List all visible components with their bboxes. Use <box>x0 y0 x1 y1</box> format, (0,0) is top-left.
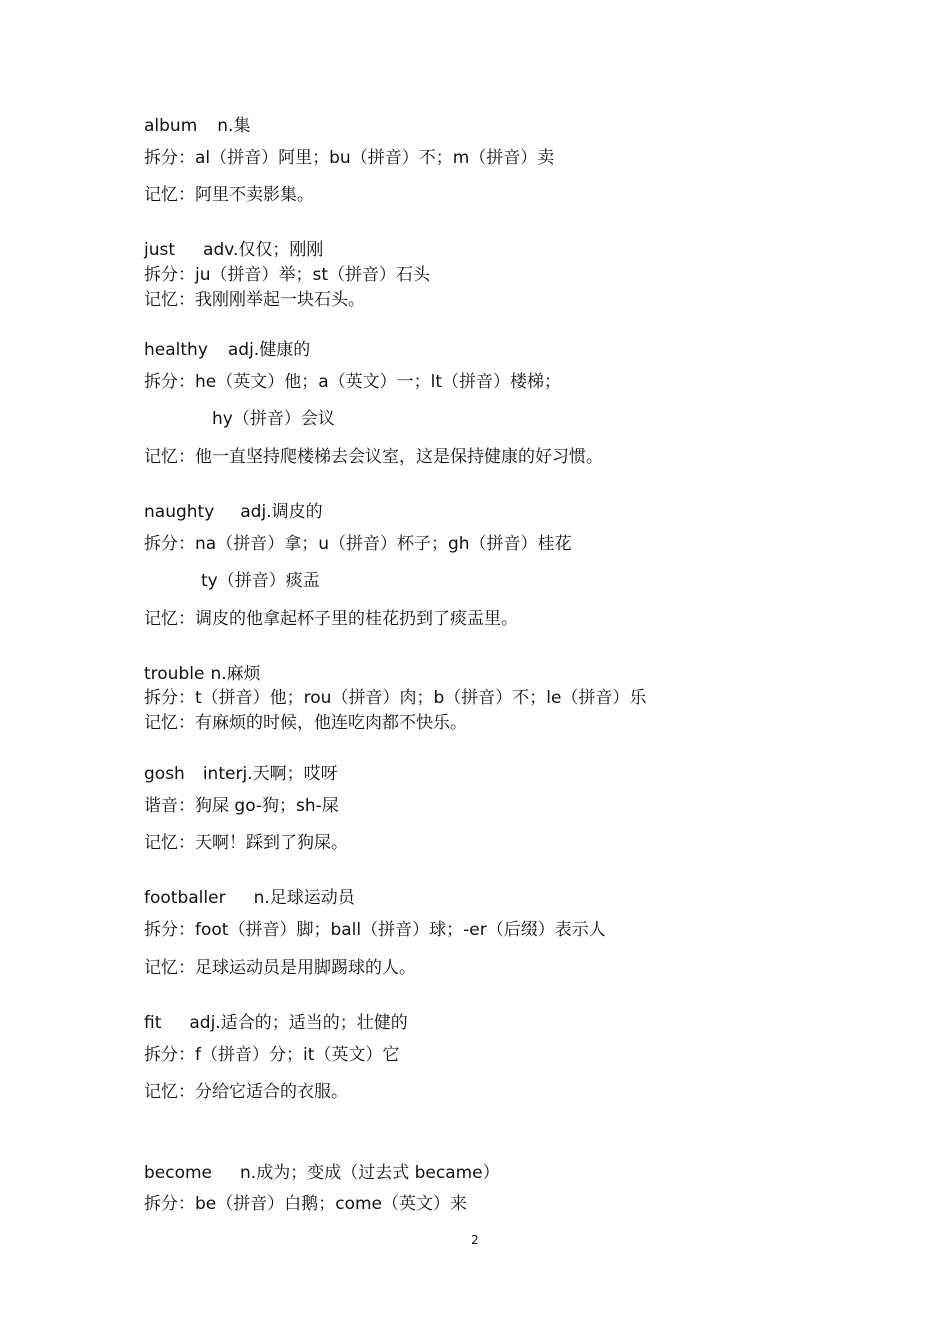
entry-breakdown: 拆分：he（英文）他；a（英文）一；lt（拼音）楼梯； <box>144 372 562 392</box>
entry-breakdown: 拆分：f（拼音）分；it（英文）它 <box>144 1045 400 1065</box>
entry-memory: 记忆：他一直坚持爬楼梯去会议室，这是保持健康的好习惯。 <box>144 447 603 467</box>
entry-definition: n.麻烦 <box>210 664 261 684</box>
entry-heading <box>144 887 355 909</box>
entry-definition: adv.仅仅；刚刚 <box>203 240 324 260</box>
entry-heading <box>144 501 323 523</box>
entry-memory: 记忆：分给它适合的衣服。 <box>144 1082 348 1102</box>
entry-heading <box>144 763 338 785</box>
entry-word: healthy <box>144 340 208 360</box>
entry-heading <box>144 239 323 261</box>
entry-definition: adj.适合的；适当的；壮健的 <box>189 1013 408 1033</box>
entry-breakdown: 拆分：na（拼音）拿；u（拼音）杯子；gh（拼音）桂花 <box>144 534 572 554</box>
entry-word: gosh <box>144 764 185 784</box>
entry-memory: 记忆：阿里不卖影集。 <box>144 185 314 205</box>
entry-definition: n.成为；变成（过去式 became） <box>240 1163 500 1183</box>
page-number: 2 <box>471 1233 479 1247</box>
entry-word: just <box>144 240 176 260</box>
entry-definition: adj.调皮的 <box>240 502 323 522</box>
entry-breakdown-continued: ty（拼音）痰盂 <box>201 571 320 591</box>
entry-heading <box>144 1162 500 1184</box>
entry-word: naughty <box>144 502 215 522</box>
entry-definition: adj.健康的 <box>227 340 311 360</box>
entry-word: trouble <box>144 664 205 684</box>
entry-memory: 记忆：天啊！踩到了狗屎。 <box>144 833 348 853</box>
entry-homophone: 谐音：狗屎 go-狗；sh-屎 <box>144 796 339 816</box>
entry-heading <box>144 663 261 685</box>
entry-definition: n.足球运动员 <box>253 888 355 908</box>
entry-memory: 记忆：足球运动员是用脚踢球的人。 <box>144 958 416 978</box>
entry-breakdown: 拆分：ju（拼音）举；st（拼音）石头 <box>144 265 431 285</box>
entry-memory: 记忆：调皮的他拿起杯子里的桂花扔到了痰盂里。 <box>144 609 518 629</box>
entry-definition: n.集 <box>217 116 251 136</box>
entry-definition: interj.天啊；哎呀 <box>202 764 338 784</box>
entry-memory: 记忆：我刚刚举起一块石头。 <box>144 290 365 310</box>
entry-memory: 记忆：有麻烦的时候，他连吃肉都不快乐。 <box>144 713 467 733</box>
entry-breakdown: 拆分：foot（拼音）脚；ball（拼音）球；-er（后缀）表示人 <box>144 920 606 940</box>
entry-heading <box>144 1012 408 1034</box>
entry-heading <box>144 115 250 137</box>
entry-breakdown: 拆分：t（拼音）他；rou（拼音）肉；b（拼音）不；le（拼音）乐 <box>144 688 647 708</box>
entry-breakdown: 拆分：al（拼音）阿里；bu（拼音）不；m（拼音）卖 <box>144 148 555 168</box>
entry-breakdown-continued: hy（拼音）会议 <box>212 409 335 429</box>
entry-word: fit <box>144 1013 162 1033</box>
entry-word: album <box>144 116 198 136</box>
entry-breakdown: 拆分：be（拼音）白鹅；come（英文）来 <box>144 1194 468 1214</box>
entry-heading <box>144 339 310 361</box>
entry-word: become <box>144 1163 213 1183</box>
entry-word: footballer <box>144 888 226 908</box>
